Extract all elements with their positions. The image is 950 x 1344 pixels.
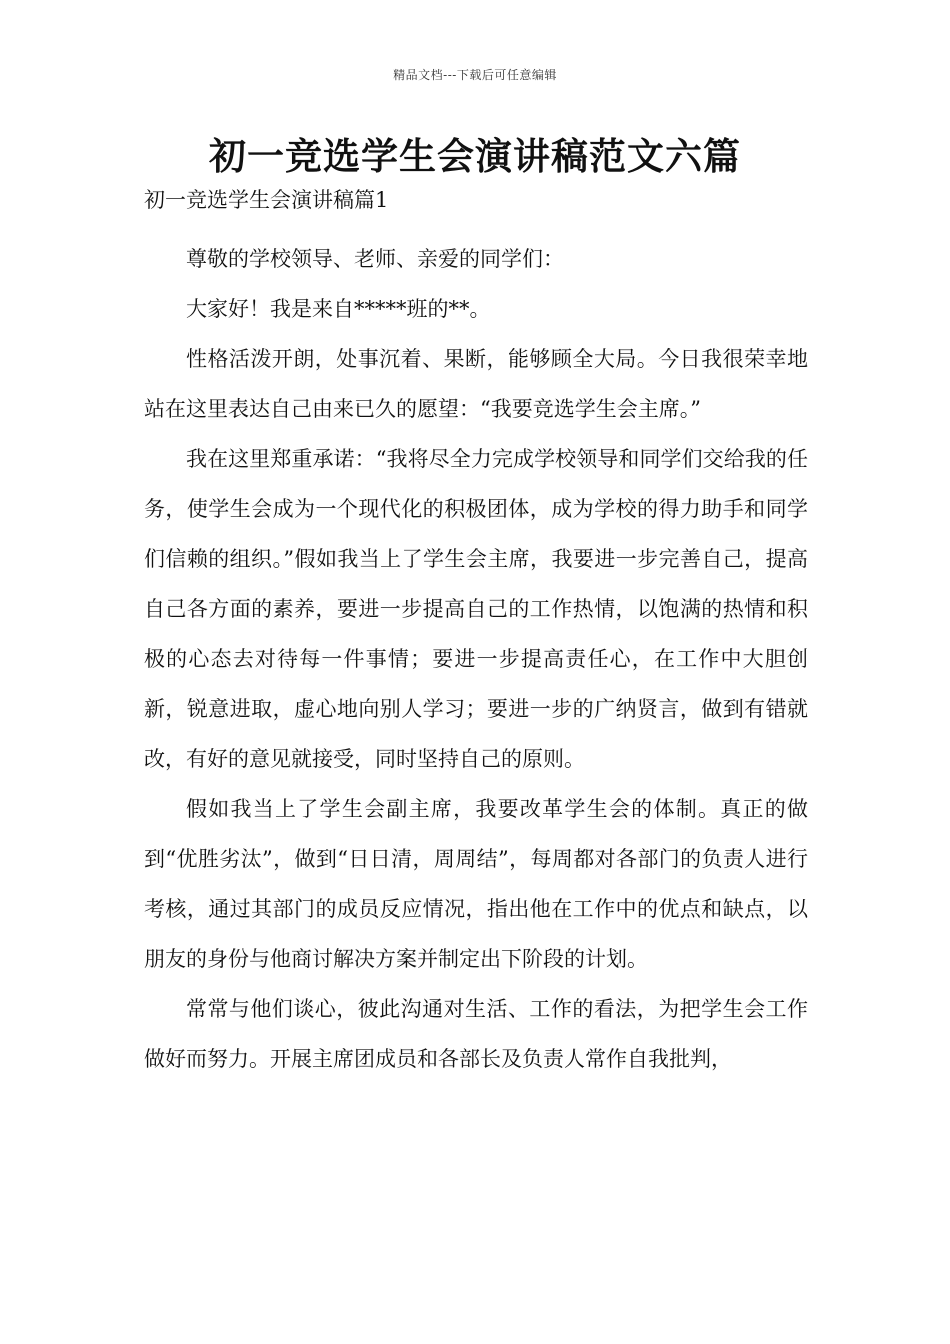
paragraph-intro: 大家好！我是来自*****班的**。 — [186, 297, 491, 321]
document-body — [144, 184, 808, 1084]
section-heading: 初一竞选学生会演讲稿篇1 — [144, 188, 389, 212]
paragraph-promise: 我在这里郑重承诺：“我将尽全力完成学校领导和同学们交给我的任务，使学生会成为一个现代化的积极团体，成为学校的得力助手和同学们信赖的组织。”假如我当上了学生会主席，我要进一步完善自己，提高自己各方面的素养，要进一步提高自己的工作热情，以饱满的热情和积极的心态去对待每一件事情；要进一步提高责任心，在工作中大胆创新，锐意进取，虚心地向别人学习；要进一步的广纳贤言，做到有错就改，有好的意见就接受，同时坚持自己的原则。 — [144, 447, 808, 771]
paragraph-character: 性格活泼开朗，处事沉着、果断，能够顾全大局。今日我很荣幸地站在这里表达自己由来已久的愿望：“我要竞选学生会主席。” — [144, 347, 808, 421]
paragraph-communication: 常常与他们谈心，彼此沟通对生活、工作的看法，为把学生会工作做好而努力。开展主席团成员和各部长及负责人常作自我批判， — [144, 997, 808, 1071]
document-title: 初一竞选学生会演讲稿范文六篇 — [209, 134, 741, 178]
paragraph-reform: 假如我当上了学生会副主席，我要改革学生会的体制。真正的做到“优胜劣汰”，做到“日日清，周周结”，每周都对各部门的负责人进行考核，通过其部门的成员反应情况，指出他在工作中的优点和缺点，以朋友的身份与他商讨解决方案并制定出下阶段的计划。 — [144, 797, 808, 971]
paragraph-greeting: 尊敬的学校领导、老师、亲爱的同学们： — [186, 247, 564, 271]
header-note: 精品文档---下载后可任意编辑 — [393, 68, 557, 82]
